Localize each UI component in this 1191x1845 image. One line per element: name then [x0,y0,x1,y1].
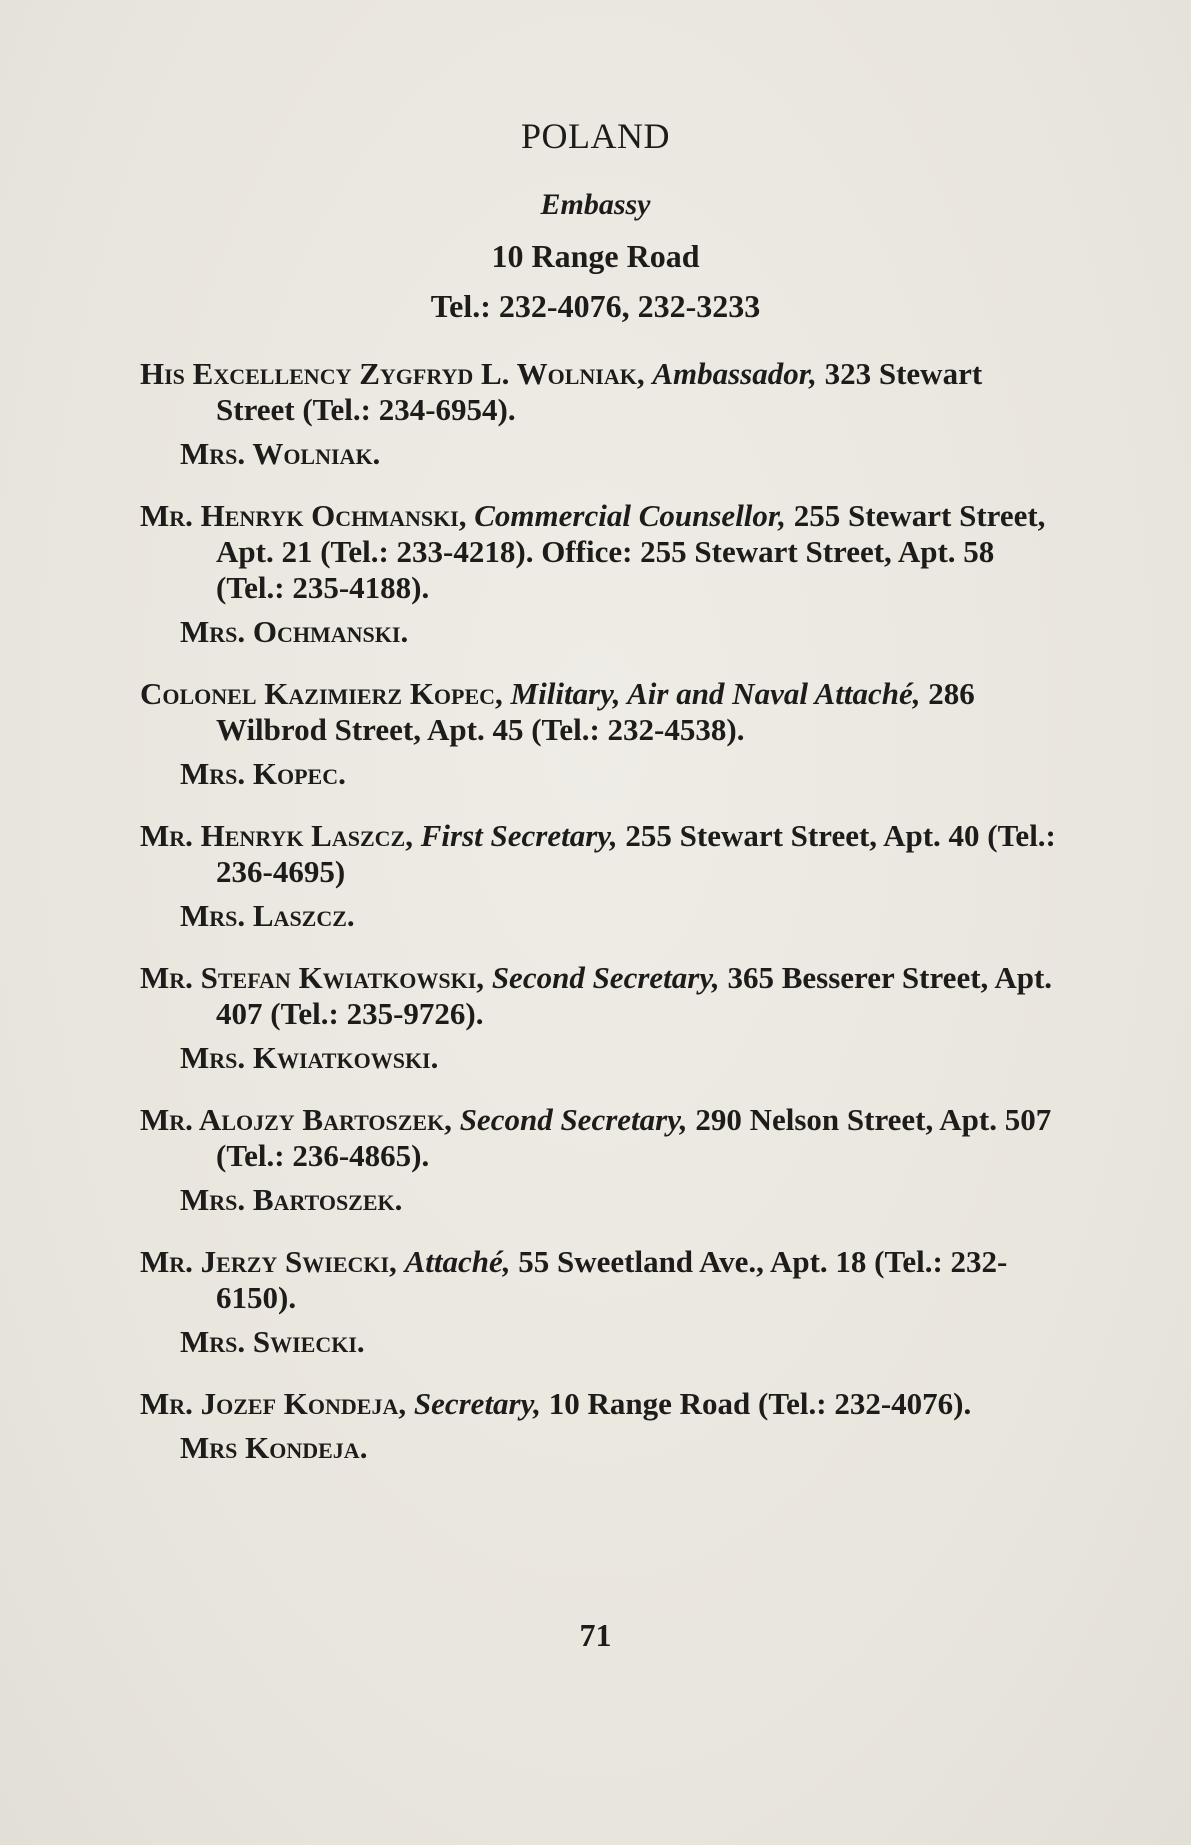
entry-name: Mr. Jozef Kondeja, [140,1386,407,1421]
entry-title: Ambassador, [652,356,817,391]
entry-main [140,498,1060,606]
entry-name: Mr. Stefan Kwiatkowski, [140,960,485,995]
entry-name: Mr. Jerzy Swiecki, [140,1244,397,1279]
entry-spouse: Mrs. Bartoszek. [180,1182,403,1217]
section-heading: Embassy [540,188,651,221]
entry-details: 365 Besserer Street, Apt. 407 (Tel.: 235-9726). [216,960,1053,1031]
entry-details: 323 Stewart Street (Tel.: 234-6954). [216,356,983,427]
entry-spouse: Mrs. Kwiatkowski. [180,1040,439,1075]
entry-name: Mr. Alojzy Bartoszek, [140,1102,452,1137]
staff-entry [140,1386,1060,1466]
entry-details: 55 Sweetland Ave., Apt. 18 (Tel.: 232-6150). [216,1244,1008,1315]
entry-details: 10 Range Road (Tel.: 232-4076). [548,1386,972,1421]
entry-name: Colonel Kazimierz Kopec, [140,676,503,711]
entry-title: Attaché, [404,1244,511,1279]
entry-title: Secretary, [413,1386,541,1421]
entry-name: His Excellency Zygfryd L. Wolniak, [140,356,645,391]
entry-main [140,1386,1060,1422]
entry-spouse: Mrs. Ochmanski. [180,614,409,649]
entry-spouse: Mrs. Wolniak. [180,436,381,471]
entry-name: Mr. Henryk Ochmanski, [140,498,467,533]
staff-entry [140,356,1060,472]
entry-spouse: Mrs. Laszcz. [180,898,355,933]
entry-details: 255 Stewart Street, Apt. 40 (Tel.: 236-4695) [216,818,1056,889]
embassy-telephone: Tel.: 232-4076, 232-3233 [430,288,761,324]
embassy-address: 10 Range Road [491,238,700,274]
staff-entry [140,960,1060,1076]
entry-main [140,356,1060,428]
staff-entry [140,498,1060,650]
entry-title: Second Secretary, [459,1102,688,1137]
entry-title: Commercial Counsellor, [474,498,787,533]
entry-title: Military, Air and Naval Attaché, [510,676,921,711]
country-heading: POLAND [520,116,670,156]
entry-main [140,676,1060,748]
entry-name: Mr. Henryk Laszcz, [140,818,413,853]
entry-main [140,1244,1060,1316]
entry-details: 290 Nelson Street, Apt. 507 (Tel.: 236-4865). [216,1102,1052,1173]
staff-entry [140,1102,1060,1218]
entry-spouse: Mrs. Kopec. [180,756,346,791]
entry-main [140,818,1060,890]
staff-entry [140,1244,1060,1360]
entry-main [140,960,1060,1032]
entry-main [140,1102,1060,1174]
staff-list [140,356,1060,1492]
entry-details: 286 Wilbrod Street, Apt. 45 (Tel.: 232-4538). [216,676,975,747]
entry-spouse: Mrs Kondeja. [180,1430,368,1465]
page-number: 71 [579,1617,612,1653]
staff-entry [140,676,1060,792]
staff-entry [140,818,1060,934]
entry-title: First Secretary, [420,818,618,853]
entry-spouse: Mrs. Swiecki. [180,1324,365,1359]
entry-details: 255 Stewart Street, Apt. 21 (Tel.: 233-4218). Office: 255 Stewart Street, Apt. 58 (Tel.: 235-4188). [216,498,1046,605]
entry-title: Second Secretary, [491,960,720,995]
